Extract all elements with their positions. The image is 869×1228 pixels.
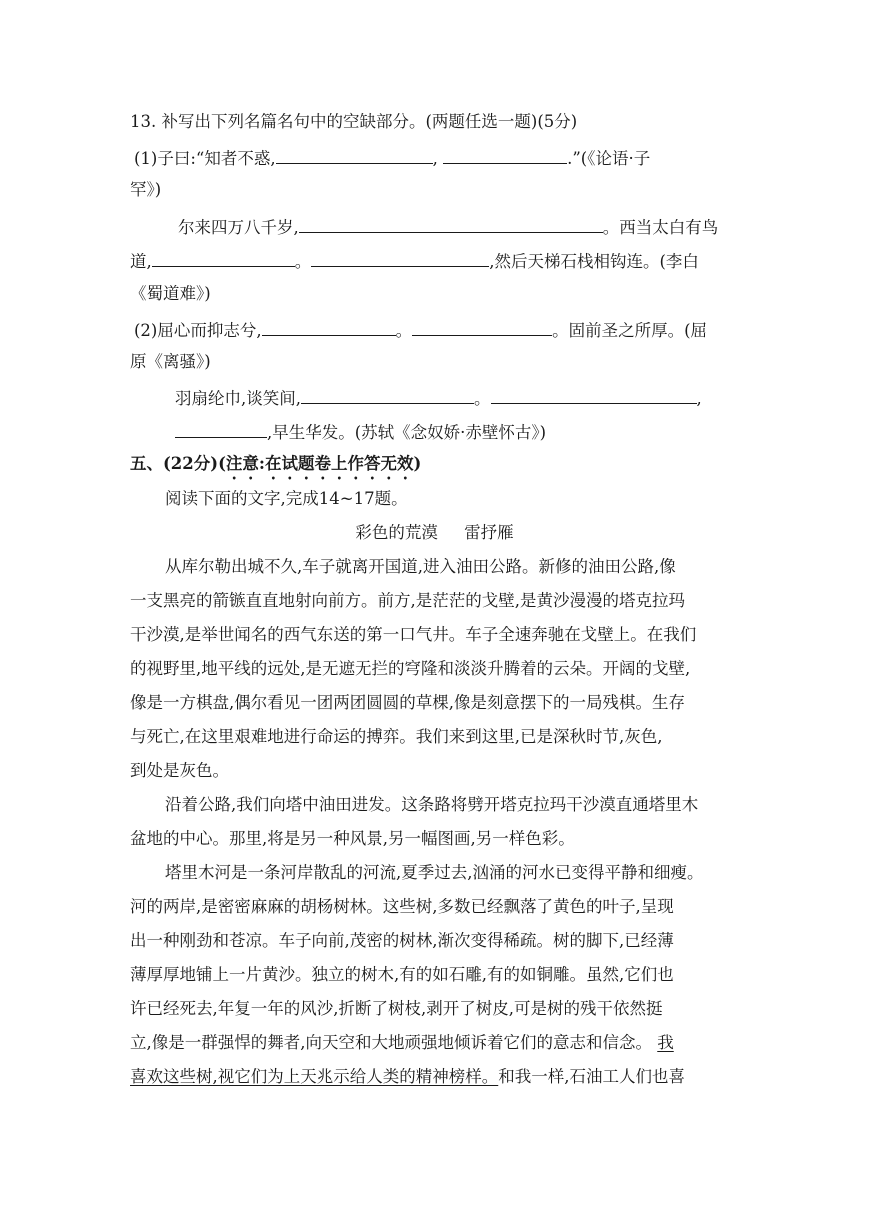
poem-line-1-cont: 罕》): [130, 180, 162, 199]
answer-blank[interactable]: [152, 249, 295, 267]
poem-line-2: [178, 215, 718, 239]
article-line: 盆地的中心。那里,将是另一种风景,另一幅图画,另一样色彩。: [130, 829, 575, 848]
text: 道,: [130, 252, 152, 271]
answer-blank[interactable]: [262, 318, 396, 336]
article-line: 塔里木河是一条河岸散乱的河流,夏季过去,汹涌的河水已变得平静和细瘦。: [165, 863, 704, 882]
answer-blank[interactable]: [301, 386, 474, 404]
poem-line-3-cont: 《蜀道难》): [130, 284, 211, 303]
poem-line-5: [175, 386, 702, 410]
article-line: 与死亡,在这里艰难地进行命运的搏弈。我们来到这里,已是深秋时节,灰色,: [130, 727, 663, 746]
text: 五、(22分)(: [130, 454, 226, 473]
article-line: 许已经死去,年复一年的风沙,折断了树枝,剥开了树皮,可是树的残干依然挺: [130, 999, 663, 1018]
poem-line-3: [130, 249, 699, 273]
answer-blank[interactable]: [276, 146, 433, 164]
question-13-title: 13. 补写出下列名篇名句中的空缺部分。(两题任选一题)(5分): [130, 112, 578, 131]
text: ,早生华发。(苏轼《念奴娇·赤壁怀古》): [267, 423, 547, 442]
notice-text: 注意:在试题卷上作答无效: [225, 454, 414, 473]
article-line: 一支黑亮的箭镞直直地射向前方。前方,是茫茫的戈壁,是黄沙漫漫的塔克拉玛: [130, 591, 685, 610]
article-line: 河的两岸,是密密麻麻的胡杨树林。这些树,多数已经飘落了黄色的叶子,呈现: [130, 897, 674, 916]
text: 阅读下面的文字,完成: [165, 489, 319, 508]
text: 。固前圣之所厚。(屈: [552, 321, 708, 340]
article-line: [130, 1032, 674, 1054]
text: (2)屈心而抑志兮,: [134, 321, 262, 340]
answer-blank[interactable]: [175, 420, 267, 438]
poem-line-5-cont: [175, 420, 546, 444]
text: 和我一样,石油工人们也喜: [498, 1067, 685, 1086]
article-line: 的视野里,地平线的远处,是无遮无拦的穹隆和淡淡升腾着的云朵。开阔的戈壁,: [130, 659, 691, 678]
text: (1)子曰:“知者不惑,: [134, 149, 276, 168]
poem-line-4: [134, 318, 707, 342]
article-line: 干沙漠,是举世闻名的西气东送的第一口气井。车子全速奔驰在戈壁上。在我们: [130, 625, 697, 644]
article-line: 沿着公路,我们向塔中油田进发。这条路将劈开塔克拉玛干沙漠直通塔里木: [165, 795, 699, 814]
answer-blank[interactable]: [299, 215, 603, 233]
text: 。: [294, 252, 312, 271]
text: ,: [432, 149, 438, 168]
article-heading: [0, 522, 869, 544]
answer-blank[interactable]: [311, 249, 489, 267]
section-5-heading: [130, 453, 421, 483]
underlined-sentence: 我: [657, 1033, 674, 1052]
article-line: 像是一方棋盘,偶尔看见一团两团圆圆的草棵,像是刻意摆下的一局残棋。生存: [130, 693, 685, 712]
poem-line-1: [134, 146, 650, 170]
answer-blank[interactable]: [412, 318, 552, 336]
text: 尔来四万八千岁,: [178, 218, 299, 237]
article-line: 薄厚厚地铺上一片黄沙。独立的树木,有的如石雕,有的如铜雕。虽然,它们也: [130, 965, 674, 984]
poem-line-4-cont: 原《离骚》): [130, 352, 211, 371]
text: ,然后天梯石栈相钩连。(李白: [489, 252, 699, 271]
text: ,: [696, 389, 702, 408]
text: 。: [474, 389, 491, 408]
answer-blank[interactable]: [491, 386, 697, 404]
answer-blank[interactable]: [443, 146, 567, 164]
text: 羽扇纶巾,谈笑间,: [175, 389, 301, 408]
article-title: 彩色的荒漠: [355, 523, 438, 542]
text: 立,像是一群强悍的舞者,向天空和大地顽强地倾诉着它们的意志和信念。: [130, 1033, 652, 1052]
text: ): [413, 454, 422, 473]
question-range: 14~17: [318, 489, 375, 508]
text: 题。: [374, 489, 408, 508]
reading-instruction: [165, 488, 408, 510]
article-author: 雷抒雁: [464, 523, 514, 542]
article-line: 出一种刚劲和苍凉。车子向前,茂密的树林,渐次变得稀疏。树的脚下,已经薄: [130, 931, 674, 950]
article-line: 从库尔勒出城不久,车子就离开国道,进入油田公路。新修的油田公路,像: [165, 557, 676, 576]
article-line: 到处是灰色。: [130, 761, 229, 780]
text: 。: [395, 321, 413, 340]
text: 。西当太白有鸟: [602, 218, 719, 237]
article-line: [130, 1066, 685, 1088]
underlined-sentence: 喜欢这些树,视它们为上天兆示给人类的精神榜样。: [130, 1067, 499, 1086]
text: .”(《论语·子: [567, 149, 651, 168]
